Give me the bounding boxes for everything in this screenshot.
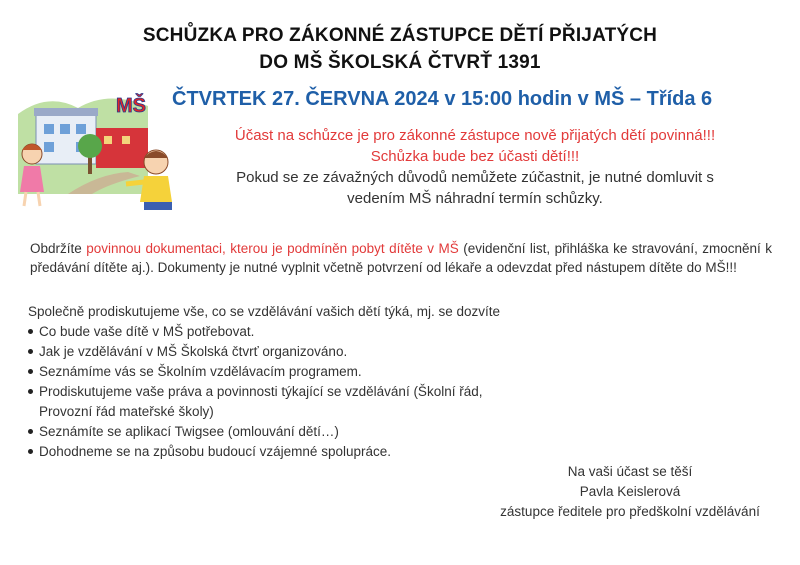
- docs-highlight: povinnou dokumentaci, kterou je podmíněn pobyt dítěte v MŠ: [86, 241, 459, 256]
- list-item-text: Prodiskutujeme vaše práva a povinnosti týkající se vzdělávání (Školní řád,: [39, 384, 483, 399]
- girl-dress: [20, 166, 44, 192]
- topics-list: [28, 322, 588, 462]
- list-item: [28, 382, 588, 422]
- red-wing: [96, 128, 148, 168]
- school-children-illustration: [8, 84, 188, 214]
- list-item: Jak je vzdělávání v MŠ Školská čtvrť organizováno.: [28, 342, 588, 362]
- heading-line-2: DO MŠ ŠKOLSKÁ ČTVRŤ 1391: [259, 52, 541, 73]
- tree-icon: [78, 134, 102, 158]
- documents-paragraph: [30, 239, 772, 277]
- list-item: Dohodneme se na způsobu budoucí vzájemné spolupráce.: [28, 442, 588, 462]
- topics-section: [28, 302, 588, 462]
- building-roof: [34, 108, 98, 116]
- signature-block: [480, 462, 780, 522]
- boy-shirt: [140, 176, 172, 202]
- reschedule-line-2: vedením MŠ náhradní termín schůzky.: [347, 190, 603, 207]
- attendance-required-notice: Účast na schůzce je pro zákonné zástupce nově přijatých dětí povinná!!!: [234, 127, 716, 144]
- docs-prefix: Obdržíte: [30, 241, 87, 256]
- list-item-continuation: Provozní řád mateřské školy): [39, 404, 214, 419]
- list-item: Co bude vaše dítě v MŠ potřebovat.: [28, 322, 588, 342]
- no-children-notice: Schůzka bude bez účasti dětí!!!: [370, 148, 580, 165]
- list-item: Seznámíme vás se Školním vzdělávacím programem.: [28, 362, 588, 382]
- reschedule-line-1: Pokud se ze závažných důvodů nemůžete zúčastnit, je nutné domluvit s: [236, 169, 714, 186]
- signature-role: zástupce ředitele pro předškolní vzdělávání: [500, 504, 760, 519]
- reschedule-notice: [180, 167, 770, 209]
- signature-greeting: Na vaši účast se těší: [567, 464, 693, 479]
- meeting-date-line: ČTVRTEK 27. ČERVNA 2024 v 15:00 hodin v MŠ – Třída 6: [172, 88, 713, 110]
- docs-rest: (evidenční list, přihláška ke stravování, zmocnění k předávání dítěte aj.). Dokumenty je nutné vyplnit včetně potvrzení od lékaře a odevzdat před nástupem dítěte do MŠ!!!: [30, 241, 772, 275]
- topics-intro: Společně prodiskutujeme vše, co se vzdělávání vašich dětí týká, mj. se dozvíte: [28, 304, 500, 319]
- heading-line-1: SCHŮZKA PRO ZÁKONNÉ ZÁSTUPCE DĚTÍ PŘIJATÝCH: [142, 25, 658, 46]
- signature-name: Pavla Keislerová: [579, 484, 681, 499]
- list-item: Seznámíte se aplikací Twigsee (omlouvání dětí…): [28, 422, 588, 442]
- ms-logo: MŠ: [116, 95, 146, 117]
